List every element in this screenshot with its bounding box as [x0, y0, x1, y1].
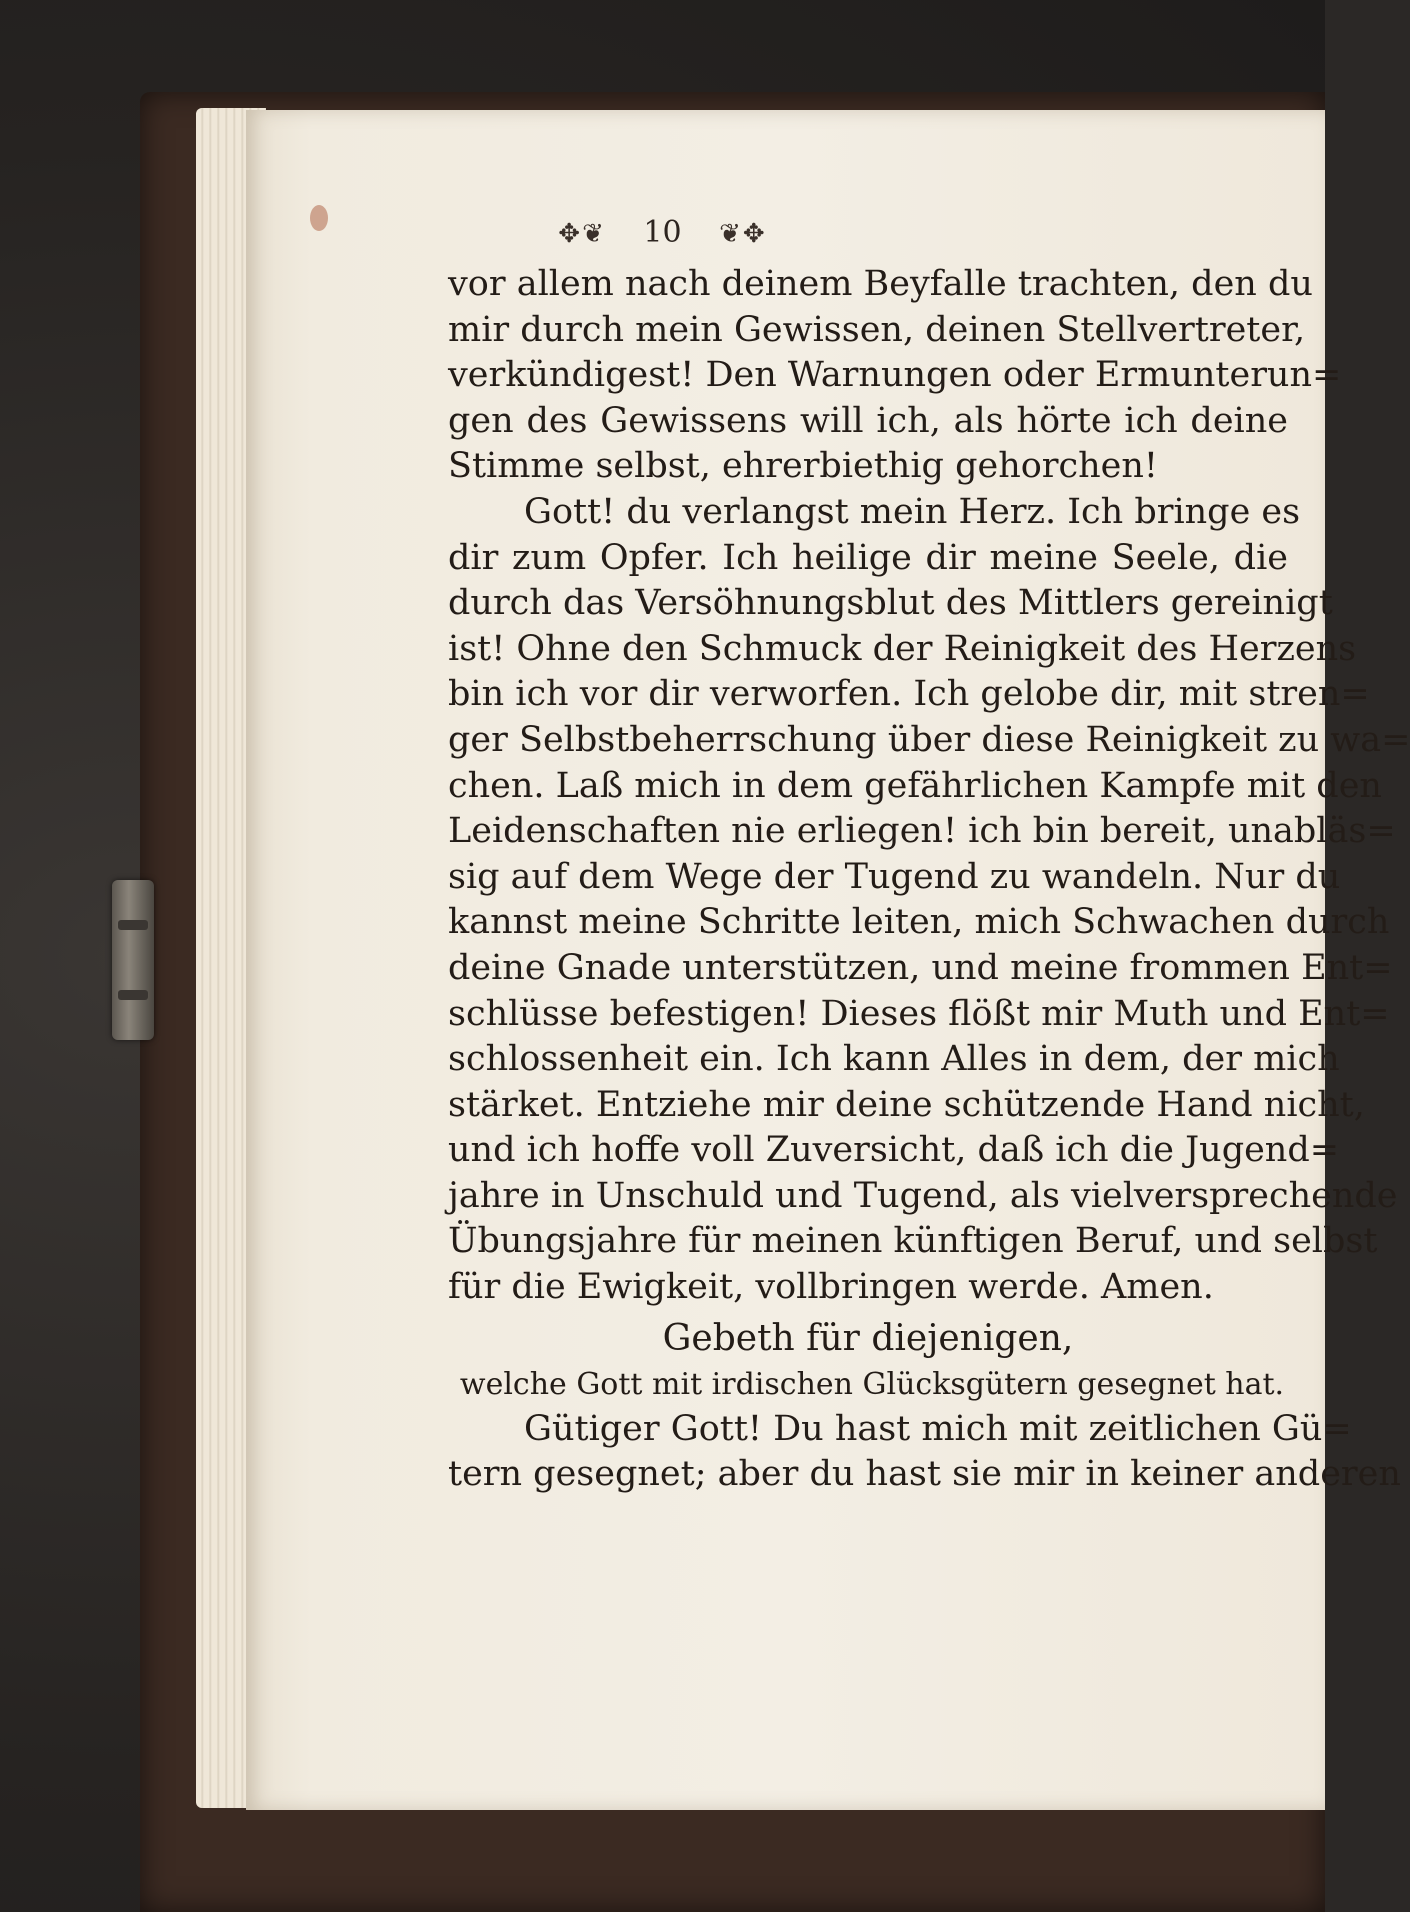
text-line: ger Selbstbeherrschung über diese Reinigkeit zu wa= — [448, 719, 1410, 760]
ornament-left: ✥❦ — [558, 219, 606, 249]
text-line: sig auf dem Wege der Tugend zu wandeln. Nur du — [448, 856, 1341, 897]
text-line: Gütiger Gott! Du hast mich mit zeitlichen Gü= — [524, 1408, 1352, 1449]
text-line: stärket. Entziehe mir deine schützende Hand nicht, — [448, 1084, 1365, 1125]
text-line: tern gesegnet; aber du hast sie mir in keiner anderen — [448, 1454, 1401, 1495]
text-line: Gott! du verlangst mein Herz. Ich bringe es — [524, 491, 1301, 532]
text-line: ist! Ohne den Schmuck der Reinigkeit des Herzens — [448, 628, 1357, 669]
text-line: für die Ewigkeit, vollbringen werde. Amen. — [448, 1267, 1214, 1308]
text-line: Stimme selbst, ehrerbiethig gehorchen! — [448, 446, 1158, 487]
page-text — [448, 262, 1410, 1498]
text-line: und ich hoffe voll Zuversicht, daß ich die Jugend= — [448, 1130, 1340, 1171]
text-line: dir zum Opfer. Ich heilige dir meine Seele, die — [448, 537, 1288, 578]
text-line: mir durch mein Gewissen, deinen Stellvertreter, — [448, 309, 1306, 350]
ornament-right: ❦✥ — [719, 219, 767, 249]
page-number: 10 — [643, 215, 682, 250]
text-line: Leidenschaften nie erliegen! ich bin bereit, unabläs= — [448, 811, 1396, 852]
text-line: kannst meine Schritte leiten, mich Schwachen durch — [448, 902, 1390, 943]
book-clasp — [112, 880, 154, 1040]
text-line: schlüsse befestigen! Dieses flößt mir Muth und Ent= — [448, 993, 1390, 1034]
clasp-notch — [118, 920, 148, 930]
text-line: durch das Versöhnungsblut des Mittlers gereinigt — [448, 583, 1333, 624]
text-line: vor allem nach deinem Beyfalle trachten, den du — [448, 264, 1313, 304]
text-line: verkündigest! Den Warnungen oder Ermunterun= — [448, 355, 1342, 396]
text-line: Übungsjahre für meinen künftigen Beruf, und selbst — [448, 1221, 1378, 1262]
section-title: Gebeth für diejenigen, — [662, 1317, 1074, 1359]
clasp-notch — [118, 990, 148, 1000]
section-subtitle: welche Gott mit irdischen Glücksgütern gesegnet hat. — [459, 1366, 1285, 1402]
page-header — [0, 215, 1325, 265]
text-line: deine Gnade unterstützen, und meine frommen Ent= — [448, 947, 1393, 988]
text-line: bin ich vor dir verworfen. Ich gelobe dir, mit stren= — [448, 674, 1370, 715]
text-line: schlossenheit ein. Ich kann Alles in dem, der mich — [448, 1039, 1340, 1080]
text-line: chen. Laß mich in dem gefährlichen Kampfe mit den — [448, 765, 1382, 806]
text-line: gen des Gewissens will ich, als hörte ich deine — [448, 400, 1288, 441]
text-line: jahre in Unschuld und Tugend, als vielversprechende — [448, 1175, 1398, 1216]
